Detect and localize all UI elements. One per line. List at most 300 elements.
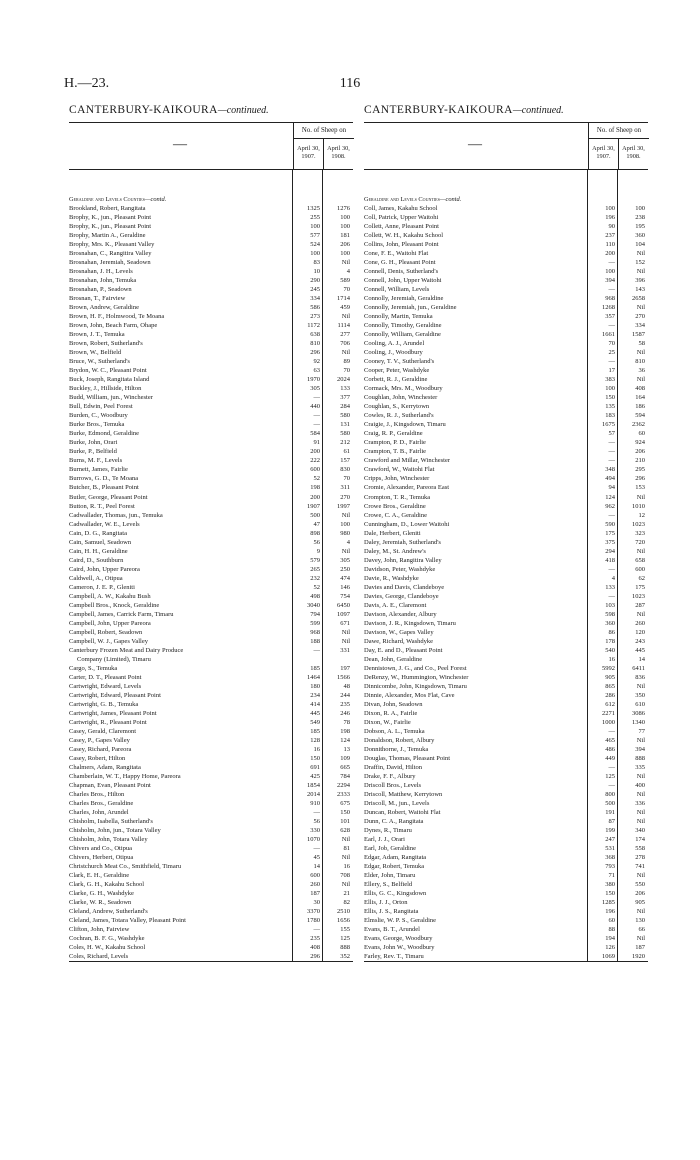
sheep-1908: Nil [636, 818, 645, 826]
holder-name: Elmslie, W. P. S., Geraldine [364, 917, 437, 925]
sheep-1907: 200 [605, 250, 615, 258]
table-row [364, 438, 648, 447]
holder-name: Buck, Joseph, Rangitata Island [69, 376, 150, 384]
table-row [69, 646, 353, 655]
table-row [69, 664, 353, 673]
sheep-1907: 800 [605, 791, 615, 799]
holder-name: Burke, John, Orari [69, 439, 118, 447]
holder-name: Coles, H. W., Kakahu School [69, 944, 146, 952]
table-row [69, 366, 353, 375]
holder-name: Buckley, J., Hillside, Hilton [69, 385, 142, 393]
sheep-1907: 1854 [307, 782, 320, 789]
sheep-1908: 1656 [337, 917, 350, 925]
table-row [69, 240, 353, 249]
sheep-1907: 103 [605, 601, 615, 609]
table-row [69, 853, 353, 862]
holder-name: Cargo, S., Temuka [69, 664, 118, 672]
table-row [364, 420, 648, 429]
table-row [69, 474, 353, 483]
sheep-1907: 449 [605, 754, 615, 762]
sheep-1908: 287 [635, 601, 645, 609]
sheep-1907: 579 [310, 556, 320, 564]
sheep-1907: 865 [605, 682, 615, 690]
sheep-1908: 66 [638, 926, 645, 934]
sheep-1908: 60 [638, 430, 645, 438]
sheep-1907: 962 [605, 502, 615, 510]
sheep-1907: 599 [310, 619, 320, 627]
sheep-1907: — [608, 286, 615, 294]
holder-name: Caird, D., Southburn [69, 556, 124, 564]
sheep-1908: 350 [635, 691, 645, 699]
description-header: — [468, 137, 482, 152]
left-column [69, 104, 353, 962]
table-row [364, 330, 648, 339]
sheep-1907: 905 [605, 673, 615, 681]
table-row [364, 520, 648, 529]
sheep-1907: 199 [605, 827, 615, 835]
table-row [364, 502, 648, 511]
holder-name: Edgar, Adam, Rangitata [364, 854, 427, 862]
sheep-1907: — [608, 763, 615, 771]
sheep-1908: 352 [340, 953, 350, 961]
sheep-1908: 81 [343, 845, 350, 853]
holder-name: Chivers and Co., Otipua [69, 845, 133, 853]
sheep-1908: 905 [635, 899, 645, 907]
sheep-1907: 234 [310, 691, 320, 699]
sheep-1907: 418 [605, 556, 615, 564]
table-row [364, 952, 648, 961]
description-header: — [173, 137, 187, 152]
sheep-1908: 558 [635, 845, 645, 853]
holder-name: Casey, Gerald, Claremont [69, 727, 137, 735]
sheep-1908: 335 [635, 763, 645, 771]
table-row [69, 556, 353, 565]
table-row [69, 574, 353, 583]
table-row [364, 682, 648, 691]
holder-name: Connolly, Timothy, Geraldine [364, 322, 442, 330]
holder-name: Dixon, R. A., Fairlie [364, 709, 418, 717]
sheep-1908: Nil [636, 376, 645, 384]
sheep-1907: 296 [310, 953, 320, 961]
sheep-1908: Nil [636, 268, 645, 276]
sheep-1907: 600 [310, 466, 320, 474]
table-row [364, 538, 648, 547]
sheep-1908: 210 [635, 457, 645, 465]
holder-name: Chisholm, Isabella, Sutherland's [69, 818, 153, 826]
sheep-1907: 196 [605, 214, 615, 222]
sheep-1908: 130 [635, 917, 645, 925]
sheep-1907: 9 [316, 547, 320, 555]
sheep-1908: Nil [341, 881, 350, 889]
sheep-1907: 465 [605, 736, 615, 744]
sheep-1908: 2024 [337, 376, 350, 384]
sheep-1908: 62 [638, 574, 645, 582]
sheep-1907: — [608, 511, 615, 519]
holder-name: Davey, John, Rangitira Valley [364, 556, 442, 564]
table-row [69, 916, 353, 925]
table-row [69, 529, 353, 538]
table-row [69, 781, 353, 790]
sheep-1907: 191 [605, 809, 615, 817]
sheep-1907: 135 [605, 403, 615, 411]
sheep-1908: 377 [340, 394, 350, 402]
sheep-1907: 222 [310, 457, 320, 465]
sheep-1907: 445 [310, 709, 320, 717]
holder-name: Davidson, Peter, Washdyke [364, 565, 436, 573]
sheep-1907: 83 [313, 259, 320, 267]
sheep-1908: 270 [340, 493, 350, 501]
holder-name: Connell, William, Levels [364, 286, 430, 294]
holder-name: Douglas, Thomas, Pleasant Point [364, 754, 451, 762]
table-row [69, 583, 353, 592]
table-row [364, 925, 648, 934]
sheep-1907: 45 [313, 854, 320, 862]
table-row [364, 565, 648, 574]
sheep-1907: — [608, 322, 615, 330]
table-row [364, 213, 648, 222]
table-row [69, 321, 353, 330]
holder-name: Cartwright, Edward, Pleasant Point [69, 691, 161, 699]
sheep-1907: — [608, 727, 615, 735]
holder-name: Cain, D. G., Rangitata [69, 529, 127, 537]
sheep-1908: 61 [343, 448, 350, 456]
table-row [364, 493, 648, 502]
table-row [364, 880, 648, 889]
sheep-1907: 60 [608, 917, 615, 925]
table-row [364, 709, 648, 718]
holder-name: Brookland, Robert, Rangitata [69, 205, 146, 212]
sheep-1908: 400 [635, 782, 645, 789]
sheep-1908: 143 [635, 286, 645, 294]
table-row [69, 592, 353, 601]
sheep-1907: 86 [608, 628, 615, 636]
table-row [69, 222, 353, 231]
holder-name: Ellis, J. S., Rangitata [364, 908, 419, 916]
sheep-1908: Nil [636, 791, 645, 799]
holder-name: Burrows, G. D., Te Moana [69, 475, 139, 483]
table-row [364, 763, 648, 772]
sheep-1907: 63 [313, 367, 320, 375]
holder-name: Clifton, John, Fairview [69, 926, 130, 934]
holder-name: Brophy, Martin A., Geraldine [69, 232, 146, 240]
column-rule [617, 170, 618, 961]
sheep-1907: 175 [605, 529, 615, 537]
sheep-1907: 1970 [307, 376, 320, 384]
sheep-1907: 290 [310, 277, 320, 285]
holder-name: Ellis, J. J., Orton [364, 899, 408, 907]
table-row [69, 655, 353, 664]
holder-name: Crawford, W., Waitohi Flat [364, 466, 435, 474]
sheep-1907: 57 [608, 430, 615, 438]
sheep-1907: 383 [605, 376, 615, 384]
holder-name: Dobson, A. L., Temuka [364, 727, 425, 735]
sheep-1908: Nil [341, 854, 350, 862]
holder-name: Evans, John W., Woodbury [364, 944, 435, 952]
holder-name: Cooney, T. V., Sutherland's [364, 358, 435, 366]
sheep-1907: 255 [310, 214, 320, 222]
holder-name: Dawe, Richard, Washdyke [364, 637, 434, 645]
holder-name: Drake, F. F., Albury [364, 772, 416, 780]
sheep-1908: 48 [343, 682, 350, 690]
holder-name: Cain, Samuel, Seadown [69, 538, 132, 546]
column-header [69, 122, 353, 170]
holder-name: Burke Bros., Temuka [69, 421, 125, 429]
table-row [69, 312, 353, 321]
sheep-1907: 30 [313, 899, 320, 907]
table-row [364, 348, 648, 357]
sheep-1907: 90 [608, 223, 615, 231]
column-rule [587, 170, 588, 961]
sheep-1907: 260 [310, 881, 320, 889]
sheep-1907: 126 [605, 944, 615, 952]
table-row [364, 790, 648, 799]
sheep-1907: 590 [605, 520, 615, 528]
sheep-1908: Nil [636, 250, 645, 258]
sheep-1907: 200 [310, 493, 320, 501]
table-row [69, 420, 353, 429]
sheep-1908: 12 [638, 511, 645, 519]
sheep-1908: 1566 [337, 673, 350, 681]
holder-name: Evans, George, Woodbury [364, 935, 433, 943]
table-row [69, 898, 353, 907]
sheep-1908: 246 [340, 709, 350, 717]
sheep-1907: 52 [313, 583, 320, 591]
sheep-1907: 150 [310, 754, 320, 762]
sheep-1908: Nil [341, 259, 350, 267]
table-row [364, 303, 648, 312]
sheep-1907: 25 [608, 349, 615, 357]
table-row [364, 474, 648, 483]
holder-name: Dinnie, Alexander, Mos Flat, Cave [364, 691, 455, 699]
holder-name: Cameron, J. E. P., Gleniti [69, 583, 135, 591]
table-row [69, 393, 353, 402]
holder-name: Cochran, B. F. G., Washdyke [69, 935, 145, 943]
sheep-1908: 100 [340, 520, 350, 528]
table-row [364, 601, 648, 610]
table-row [364, 547, 648, 556]
holder-name: Driscoll, Matthew, Kerrytown [364, 791, 443, 799]
sheep-1907: 486 [605, 745, 615, 753]
holder-name: Cartwright, James, Pleasant Point [69, 709, 157, 717]
table-row [364, 312, 648, 321]
table-row [364, 664, 648, 673]
sheep-1908: 708 [340, 872, 350, 880]
sheep-1907: 265 [310, 565, 320, 573]
sheep-1907: 968 [310, 628, 320, 636]
sheep-1908: 16 [343, 863, 350, 871]
table-row [364, 465, 648, 474]
table-row [364, 943, 648, 952]
sheep-1907: 794 [310, 610, 320, 618]
table-row [69, 736, 353, 745]
sheep-1908: 459 [340, 304, 350, 312]
column-title: CANTERBURY-KAIKOURA—continued. [364, 104, 564, 116]
year-1908-header: April 30, 1908. [323, 139, 353, 169]
holder-name: Cooling, A. J., Arundel [364, 340, 425, 348]
table-row [364, 267, 648, 276]
holder-name: Carter, D. T., Pleasant Point [69, 673, 142, 681]
holder-name: Crampton, P. D., Fairlie [364, 439, 426, 447]
holder-name: Daley, Jeremiah, Sutherland's [364, 538, 441, 546]
sheep-1908: Nil [341, 511, 350, 519]
sheep-1908: 589 [340, 277, 350, 285]
table-row [69, 231, 353, 240]
sheep-1907: 368 [605, 854, 615, 862]
table-row [364, 673, 648, 682]
sheep-1907: 1172 [307, 322, 320, 330]
holder-name: Casey, P., Gapes Valley [69, 736, 130, 744]
sheep-1908: 109 [340, 754, 350, 762]
sheep-1908: 278 [635, 854, 645, 862]
table-row [69, 610, 353, 619]
table-row [69, 204, 353, 213]
table-row [364, 808, 648, 817]
sheep-1908: 206 [340, 241, 350, 249]
table-row [364, 483, 648, 492]
table-row [69, 303, 353, 312]
sheep-1907: 17 [608, 367, 615, 375]
sheep-1908: 600 [635, 565, 645, 573]
holder-name: Budd, William, jun., Winchester [69, 394, 153, 402]
table-row [69, 727, 353, 736]
table-row [364, 393, 648, 402]
sheep-1907: 968 [605, 295, 615, 303]
holder-name: Charles Bros., Geraldine [69, 800, 134, 808]
holder-name: Divan, John, Seadown [364, 700, 423, 708]
sheep-1907: 577 [310, 232, 320, 240]
sheep-1908: 580 [340, 430, 350, 438]
table-row [69, 375, 353, 384]
sheep-1907: 810 [310, 340, 320, 348]
holder-name: Coles, Richard, Levels [69, 953, 129, 961]
holder-name: Brydon, W. C., Pleasant Point [69, 367, 147, 375]
sheep-1907: 100 [605, 205, 615, 212]
table-row [69, 934, 353, 943]
table-row [69, 285, 353, 294]
table-row [69, 871, 353, 880]
table-row [69, 700, 353, 709]
table-row [69, 880, 353, 889]
sheep-1907: 296 [310, 349, 320, 357]
sheep-1907: — [313, 646, 320, 654]
holder-name: Davison, J. R., Kingsdown, Timaru [364, 619, 456, 627]
holder-name: Brophy, K., jun., Pleasant Point [69, 223, 152, 231]
holder-name: Campbell, A. W., Kakahu Bush [69, 592, 151, 600]
sheep-1907: 47 [313, 520, 320, 528]
holder-name: Crompton, T. R., Temuka [364, 493, 431, 501]
table-row [364, 529, 648, 538]
holder-name: Edgar, Robert, Temuka [364, 863, 425, 871]
table-row [364, 294, 648, 303]
sheep-1908: Nil [341, 637, 350, 645]
table-body [364, 204, 648, 962]
sheep-1907: — [313, 394, 320, 402]
table-row [69, 402, 353, 411]
sheep-1908: 125 [340, 935, 350, 943]
sheep-1908: 3086 [632, 709, 645, 717]
sheep-1908: 70 [343, 475, 350, 483]
table-row [69, 502, 353, 511]
table-row [69, 673, 353, 682]
table-row [69, 601, 353, 610]
sheep-1907: 5992 [602, 664, 615, 672]
table-row [69, 348, 353, 357]
sheep-1907: 110 [605, 241, 615, 249]
table-row [364, 907, 648, 916]
holder-name: Earl, J. J., Orari [364, 836, 405, 844]
table-row [69, 565, 353, 574]
table-row [364, 691, 648, 700]
sheep-1907: 56 [313, 818, 320, 826]
table-row [69, 384, 353, 393]
sheep-1908: 100 [340, 250, 350, 258]
sheep-1907: — [313, 926, 320, 934]
holder-name: Crowe Bros., Geraldine [364, 502, 426, 510]
table-row [364, 556, 648, 565]
holder-name: Campbell, John, Upper Pareora [69, 619, 151, 627]
sheep-1907: 247 [605, 836, 615, 844]
table-row [69, 799, 353, 808]
sheep-1908: 836 [635, 673, 645, 681]
sheep-1908: 120 [635, 628, 645, 636]
holder-name: Ellis, G. C., Kingsdown [364, 890, 427, 898]
table-row [364, 456, 648, 465]
holder-name: Button, R. T., Peel Forest [69, 502, 135, 510]
table-row [69, 511, 353, 520]
sheep-1907: — [608, 259, 615, 267]
holder-name: Clarke, W. R., Seadown [69, 899, 132, 907]
sheep-1907: 334 [310, 295, 320, 303]
table-row [69, 817, 353, 826]
sheep-1908: 323 [635, 529, 645, 537]
holder-name: Duncan, Robert, Waitohi Flat [364, 809, 441, 817]
sheep-1908: 181 [340, 232, 350, 240]
sheep-1907: 70 [608, 340, 615, 348]
holder-name: Donaldson, Robert, Albury [364, 736, 435, 744]
sheep-1908: 628 [340, 827, 350, 835]
sheep-1908: Nil [636, 935, 645, 943]
column-header [364, 122, 648, 170]
table-row [364, 204, 648, 213]
sheep-1907: — [313, 845, 320, 853]
holder-name: Brown, W., Belfield [69, 349, 122, 357]
holder-name: Brosnahan, C., Rangitira Valley [69, 250, 152, 258]
table-row [69, 547, 353, 556]
sheep-1907: 178 [605, 637, 615, 645]
sheep-1908: Nil [636, 610, 645, 618]
sheep-1908: 124 [340, 736, 350, 744]
sheep-1908: 6450 [337, 601, 350, 609]
sheep-1908: 284 [340, 403, 350, 411]
table-row [364, 916, 648, 925]
sheep-1908: 6411 [632, 664, 645, 672]
holder-name: Dinnicombe, John, Kingsdown, Timaru [364, 682, 467, 690]
sheep-1907: 348 [605, 466, 615, 474]
holder-name: Caird, John, Upper Pareora [69, 565, 140, 573]
table-row [69, 925, 353, 934]
sheep-1908: 153 [635, 484, 645, 492]
sheep-1908: 187 [635, 944, 645, 952]
sheep-1908: 1023 [632, 520, 645, 528]
table-row [364, 357, 648, 366]
table-row [69, 339, 353, 348]
sheep-1907: 612 [605, 700, 615, 708]
table-row [69, 330, 353, 339]
holder-name: Draffin, David, Hilton [364, 763, 423, 771]
sheep-1908: 77 [638, 727, 645, 735]
sheep-1907: 638 [310, 331, 320, 339]
holder-name: Chapman, Evan, Pleasant Point [69, 782, 151, 789]
